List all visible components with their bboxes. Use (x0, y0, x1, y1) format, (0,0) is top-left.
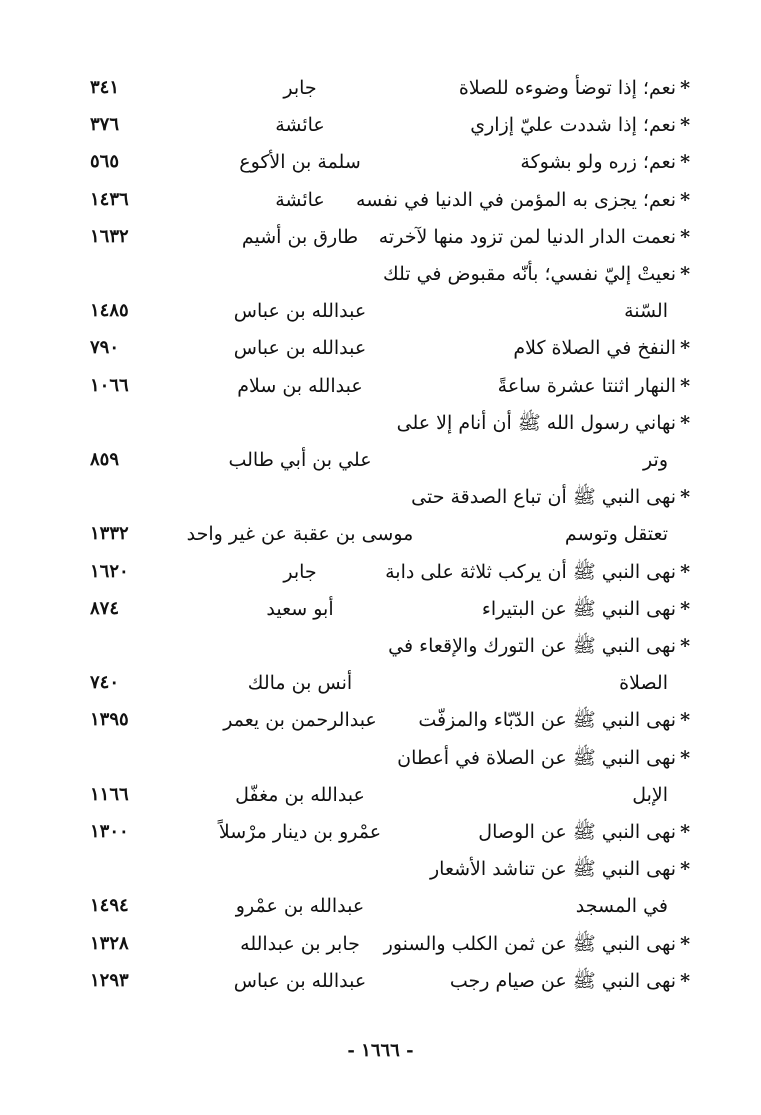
narrator: عمْرو بن دينار مرْسلاً (218, 821, 382, 843)
star-marker: * (680, 77, 690, 99)
index-entry (70, 516, 690, 552)
index-entry (70, 219, 690, 255)
star-marker: * (680, 932, 690, 955)
hadith-phrase: نعم؛ زره ولو بشوكة (520, 151, 677, 174)
hadith-number: ١٦٢٠ (90, 560, 129, 582)
hadith-number: ١٣٠٠ (90, 821, 129, 842)
hadith-phrase: تعتقل وتوسم (564, 523, 668, 546)
index-entry (70, 256, 690, 292)
star-marker: * (680, 746, 690, 769)
hadith-text (565, 516, 668, 552)
narrator: طارق بن أشيم (241, 225, 359, 248)
hadith-text (619, 665, 668, 701)
index-entry (70, 293, 690, 329)
star-marker: * (680, 969, 690, 992)
star-marker: * (680, 337, 690, 360)
star-marker: * (680, 114, 690, 137)
hadith-phrase: النفخ في الصلاة كلام (513, 337, 677, 360)
star-marker: * (680, 709, 690, 732)
index-entry (70, 740, 690, 776)
hadith-phrase: نهى النبي ﷺ عن البتيراء (481, 597, 677, 620)
index-entry (70, 926, 690, 962)
hadith-phrase: نهاني رسول الله ﷺ أن أنام إلا على (396, 411, 677, 434)
index-entry (70, 628, 690, 664)
narrator: عبدالرحمن بن يعمر (223, 709, 377, 732)
hadith-number: ٣٤١ (90, 77, 120, 98)
index-entry (70, 182, 690, 218)
star-marker: * (680, 560, 690, 583)
hadith-number: ١١٦٦ (90, 783, 129, 805)
narrator: عبدالله بن عباس (233, 337, 367, 360)
hadith-number: ١٢٩٣ (90, 969, 129, 991)
hadith-number: ١٤٨٥ (90, 300, 129, 322)
index-entry (70, 702, 690, 738)
narrator: عائشة (275, 188, 325, 211)
narrator: عبدالله بن سلام (237, 374, 363, 397)
index-entry (70, 554, 690, 590)
hadith-text (397, 740, 690, 776)
star-marker: * (680, 858, 690, 881)
index-entry (70, 144, 690, 180)
hadith-number: ١٣٣٢ (90, 523, 129, 545)
hadith-text (470, 107, 690, 143)
narrator: علي بن أبي طالب (228, 449, 372, 471)
narrator: سلمة بن الأكوع (239, 151, 361, 174)
narrator: جابر بن عبدالله (240, 932, 360, 955)
hadith-phrase: نعم؛ إذا شددت عليّ إزاري (470, 114, 677, 137)
hadith-number: ٥٦٥ (90, 151, 120, 173)
hadith-phrase: نهى النبي ﷺ عن تناشد الأشعار (429, 858, 677, 881)
hadith-text (576, 888, 668, 924)
hadith-text (418, 702, 690, 738)
index-entry (70, 777, 690, 813)
narrator: جابر (283, 560, 317, 583)
hadith-text (450, 963, 690, 999)
hadith-text (385, 554, 690, 590)
hadith-text (356, 182, 690, 218)
hadith-phrase: نهى النبي ﷺ عن ثمن الكلب والسنور (383, 932, 677, 955)
narrator: عبدالله بن مغفّل (235, 783, 365, 806)
hadith-text (624, 293, 668, 329)
index-entry (70, 814, 690, 850)
hadith-phrase: نهى النبي ﷺ عن الدّبّاء والمزفّت (418, 709, 677, 732)
hadith-text (643, 442, 668, 478)
hadith-phrase: نهى النبي ﷺ أن تباع الصدقة حتى (411, 486, 677, 509)
narrator: عائشة (275, 114, 325, 137)
hadith-phrase: نهى النبي ﷺ عن الوصال (478, 821, 677, 843)
star-marker: * (680, 188, 690, 211)
hadith-number: ٧٩٠ (90, 337, 120, 359)
hadith-number: ١٠٦٦ (90, 374, 129, 396)
hadith-number: ٨٥٩ (90, 449, 120, 470)
star-marker: * (680, 597, 690, 620)
narrator: أبو سعيد (266, 597, 334, 620)
page-number: - ١٦٦٦ - (347, 1040, 414, 1061)
star-marker: * (680, 635, 690, 657)
hadith-text (430, 851, 690, 887)
index-entry (70, 330, 690, 366)
index-entry (70, 591, 690, 627)
index-entry (70, 963, 690, 999)
hadith-text (478, 814, 690, 850)
hadith-text (383, 256, 690, 292)
hadith-phrase: نهى النبي ﷺ عن الصلاة في أعطان (397, 746, 677, 769)
index-entry (70, 665, 690, 701)
hadith-text (632, 777, 668, 813)
hadith-phrase: النهار اثنتا عشرة ساعةً (497, 374, 677, 397)
hadith-phrase: نهى النبي ﷺ عن صيام رجب (449, 969, 677, 992)
hadith-number: ١٣٩٥ (90, 709, 129, 731)
star-marker: * (680, 263, 690, 285)
narrator: جابر (283, 77, 317, 99)
narrator: عبدالله بن عباس (233, 300, 367, 323)
hadith-text (520, 144, 690, 180)
index-entry (70, 368, 690, 404)
hadith-text (459, 70, 690, 106)
hadith-number: ٧٤٠ (90, 672, 120, 694)
hadith-phrase: في المسجد (575, 895, 668, 918)
star-marker: * (680, 374, 690, 397)
hadith-phrase: نعم؛ إذا توضأ وضوءه للصلاة (458, 77, 677, 99)
narrator: أنس بن مالك (247, 672, 353, 695)
hadith-number: ١٤٩٤ (90, 895, 129, 917)
hadith-number: ١٦٣٢ (90, 225, 129, 247)
hadith-phrase: وتر (643, 449, 668, 471)
hadith-phrase: السّنة (624, 300, 668, 323)
hadith-phrase: نهى النبي ﷺ أن يركب ثلاثة على دابة (385, 560, 677, 583)
index-entry (70, 405, 690, 441)
hadith-text (397, 405, 690, 441)
index-entry (70, 888, 690, 924)
hadith-number: ٣٧٦ (90, 114, 120, 136)
index-entry (70, 107, 690, 143)
star-marker: * (680, 486, 690, 509)
hadith-text (379, 219, 690, 255)
hadith-phrase: الإبل (632, 783, 668, 806)
hadith-text (498, 368, 690, 404)
hadith-phrase: نعم؛ يجزى به المؤمن في الدنيا في نفسه (356, 188, 677, 211)
hadith-number: ١٤٣٦ (90, 188, 129, 210)
hadith-phrase: الصلاة (619, 672, 668, 695)
index-entry (70, 479, 690, 515)
hadith-number: ١٣٢٨ (90, 932, 129, 954)
narrator: عبدالله بن عمْرو (235, 895, 365, 918)
index-entry (70, 442, 690, 478)
narrator: موسى بن عقبة عن غير واحد (186, 523, 414, 546)
star-marker: * (680, 225, 690, 248)
index-entry (70, 70, 690, 106)
hadith-text (411, 479, 690, 515)
narrator: عبدالله بن عباس (233, 969, 367, 992)
hadith-text (513, 330, 690, 366)
hadith-text (384, 926, 690, 962)
star-marker: * (680, 151, 690, 174)
index-entry (70, 851, 690, 887)
star-marker: * (680, 411, 690, 434)
hadith-text (388, 628, 690, 664)
hadith-phrase: نعمت الدار الدنيا لمن تزود منها لآخرته (378, 225, 677, 248)
hadith-text (482, 591, 690, 627)
hadith-phrase: نهى النبي ﷺ عن التورك والإقعاء في (388, 635, 677, 657)
hadith-number: ٨٧٤ (90, 597, 120, 619)
hadith-phrase: نعيتْ إليّ نفسي؛ بأنّه مقبوض في تلك (382, 263, 677, 285)
star-marker: * (680, 821, 690, 843)
